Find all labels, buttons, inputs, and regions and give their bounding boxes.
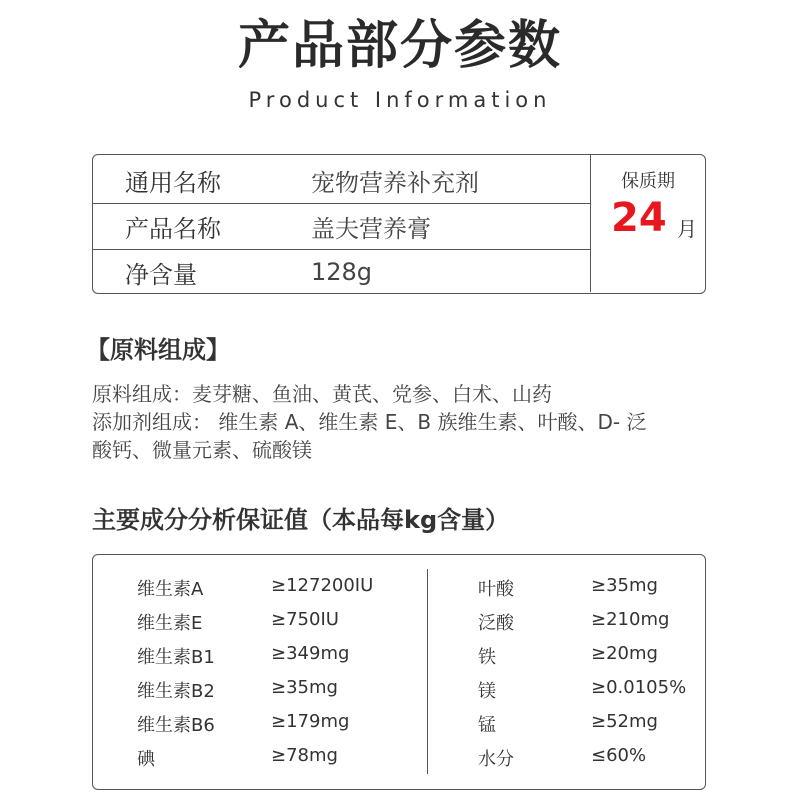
nutrient-name: 维生素B2 [137, 681, 215, 702]
nutrient-name: 维生素B6 [137, 715, 215, 736]
ingredients-line: 酸钙、微量元素、硫酸镁 [92, 438, 312, 462]
shelf-life-unit: 月 [677, 217, 697, 241]
nutrient-name: 锰 [478, 715, 496, 736]
info-value: 宠物营养补充剂 [311, 168, 479, 197]
nutrient-value: ≥210mg [591, 609, 670, 630]
column-divider [427, 569, 428, 774]
info-label: 产品名称 [125, 214, 221, 243]
nutrient-value: ≥52mg [591, 711, 658, 732]
ingredients-heading: 【原料组成】 [86, 336, 230, 364]
nutrient-value: ≤60% [591, 745, 647, 766]
nutrient-value: ≥750IU [271, 609, 339, 630]
info-label: 通用名称 [125, 168, 221, 197]
info-label: 净含量 [125, 260, 197, 289]
info-row-product-name [93, 203, 590, 249]
info-value: 盖夫营养膏 [311, 214, 431, 243]
nutrient-value: ≥127200IU [271, 575, 374, 596]
info-row-generic-name [93, 157, 590, 203]
page-title: 产品部分参数 [237, 16, 562, 76]
nutrient-name: 维生素B1 [137, 647, 215, 668]
info-row-net-content [93, 249, 590, 295]
nutrient-value: ≥20mg [591, 643, 658, 664]
nutrient-name: 铁 [478, 647, 496, 668]
nutrient-name: 泛酸 [478, 613, 514, 634]
nutrient-name: 镁 [478, 681, 496, 702]
nutrient-value: ≥78mg [271, 745, 338, 766]
guarantee-table [92, 554, 706, 790]
nutrient-value: ≥179mg [271, 711, 350, 732]
nutrient-name: 碘 [137, 749, 155, 770]
info-value: 128g [311, 258, 373, 286]
nutrient-name: 维生素E [137, 613, 203, 634]
page-subtitle: Product Information [248, 88, 552, 112]
nutrient-name: 叶酸 [478, 579, 514, 600]
nutrient-value: ≥0.0105% [591, 677, 687, 698]
ingredients-line: 原料组成：麦芽糖、鱼油、黄芪、党参、白术、山药 [92, 382, 552, 406]
product-info-table [92, 154, 706, 294]
nutrient-name: 水分 [478, 749, 514, 770]
shelf-life-label: 保质期 [621, 171, 675, 192]
ingredients-line: 添加剂组成： 维生素 A、维生素 E、B 族维生素、叶酸、D- 泛 [92, 410, 647, 434]
nutrient-value: ≥35mg [271, 677, 338, 698]
nutrient-value: ≥349mg [271, 643, 350, 664]
nutrient-name: 维生素A [137, 579, 204, 600]
guarantee-heading: 主要成分分析保证值（本品每kg含量） [92, 506, 510, 534]
nutrient-value: ≥35mg [591, 575, 658, 596]
shelf-life-value: 24 [611, 195, 667, 241]
